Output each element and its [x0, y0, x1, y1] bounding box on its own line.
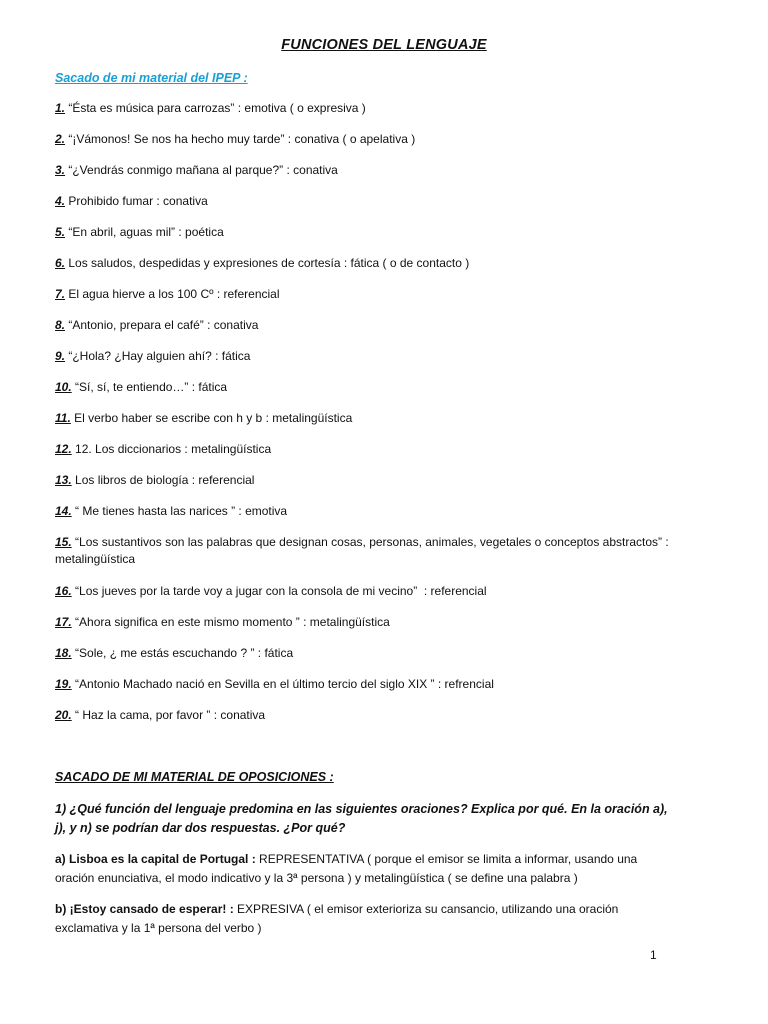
item-text: “Sí, sí, te entiendo…” : fática: [71, 380, 228, 394]
item-text: El agua hierve a los 100 Cº : referencial: [65, 287, 280, 301]
item-text: “¿Vendrás conmigo mañana al parque?” : conativa: [65, 163, 338, 177]
item-text: Los libros de biología : referencial: [71, 473, 255, 487]
answer-a-label: a) Lisboa es la capital de Portugal :: [55, 852, 256, 866]
examples-list: [55, 100, 705, 738]
list-item: [55, 224, 705, 255]
question-text: 1) ¿Qué función del lenguaje predomina en las siguientes oraciones? Explica por qué. En la oración a), j), y n) se podrían dar dos respuestas. ¿Por qué?: [55, 802, 668, 835]
item-number: 16.: [55, 584, 72, 598]
item-text: “Los sustantivos son las palabras que designan cosas, personas, animales, vegetales o conceptos abstractos” : metalingüística: [55, 535, 673, 566]
list-item: [55, 503, 705, 534]
item-number: 17.: [55, 615, 72, 629]
item-text: “Los jueves por la tarde voy a jugar con la consola de mi vecino” : referencial: [71, 584, 487, 598]
list-item: [55, 379, 705, 410]
item-text: “ Haz la cama, por favor ” : conativa: [71, 708, 266, 722]
answer-a-text: REPRESENTATIVA ( porque el emisor se limita a informar, usando una oración enunciativa, el modo indicativo y la 3ª persona ) y metalingüística ( se define una palabra ): [55, 852, 638, 885]
list-item: [55, 645, 705, 676]
item-text: “Antonio, prepara el café” : conativa: [65, 318, 259, 332]
item-number: 1.: [55, 101, 66, 115]
item-text: El verbo haber se escribe con h y b : metalingüística: [70, 411, 353, 425]
item-number: 3.: [55, 163, 66, 177]
list-item: [55, 534, 705, 583]
list-item: [55, 676, 705, 707]
item-number: 4.: [55, 194, 66, 208]
answer-b: [55, 900, 675, 938]
page-number: 1: [650, 948, 657, 962]
item-text: “Antonio Machado nació en Sevilla en el último tercio del siglo XIX ” : refrencial: [71, 677, 494, 691]
item-number: 20.: [55, 708, 72, 722]
answer-b-text: EXPRESIVA ( el emisor exterioriza su cansancio, utilizando una oración exclamativa y la 1ª persona del verbo ): [55, 902, 619, 935]
section-heading-ipep: Sacado de mi material del IPEP :: [55, 71, 248, 85]
item-number: 11.: [55, 411, 71, 425]
section-heading-oposiciones: SACADO DE MI MATERIAL DE OPOSICIONES :: [55, 770, 334, 784]
list-item: [55, 441, 705, 472]
item-text: “¿Hola? ¿Hay alguien ahí? : fática: [65, 349, 251, 363]
item-number: 18.: [55, 646, 72, 660]
list-item: [55, 255, 705, 286]
item-number: 19.: [55, 677, 72, 691]
list-item: [55, 472, 705, 503]
item-text: “En abril, aguas mil” : poética: [65, 225, 224, 239]
answer-b-label: b) ¡Estoy cansado de esperar! :: [55, 902, 234, 916]
list-item: [55, 193, 705, 224]
list-item: [55, 100, 705, 131]
item-number: 15.: [55, 535, 72, 549]
item-number: 7.: [55, 287, 66, 301]
item-number: 13.: [55, 473, 72, 487]
list-item: [55, 614, 705, 645]
list-item: [55, 317, 705, 348]
item-text: “Ahora significa en este mismo momento ” : metalingüística: [71, 615, 390, 629]
list-item: [55, 583, 705, 614]
item-number: 12.: [55, 442, 72, 456]
list-item: [55, 131, 705, 162]
item-number: 5.: [55, 225, 66, 239]
item-number: 14.: [55, 504, 72, 518]
item-text: “ Me tienes hasta las narices ” : emotiva: [71, 504, 288, 518]
list-item: [55, 410, 705, 441]
item-text: “Ésta es música para carrozas” : emotiva ( o expresiva ): [65, 101, 366, 115]
item-number: 9.: [55, 349, 66, 363]
answer-a: [55, 850, 675, 888]
list-item: [55, 162, 705, 193]
list-item: [55, 348, 705, 379]
document-title: FUNCIONES DEL LENGUAJE: [281, 37, 487, 53]
item-number: 8.: [55, 318, 66, 332]
item-text: 12. Los diccionarios : metalingüística: [71, 442, 272, 456]
item-text: Los saludos, despedidas y expresiones de cortesía : fática ( o de contacto ): [65, 256, 470, 270]
item-number: 10.: [55, 380, 72, 394]
item-text: “Sole, ¿ me estás escuchando ? ” : fática: [71, 646, 294, 660]
item-number: 6.: [55, 256, 66, 270]
list-item: [55, 286, 705, 317]
item-number: 2.: [55, 132, 66, 146]
list-item: [55, 707, 705, 738]
item-text: “¡Vámonos! Se nos ha hecho muy tarde” : conativa ( o apelativa ): [65, 132, 416, 146]
item-text: Prohibido fumar : conativa: [65, 194, 208, 208]
